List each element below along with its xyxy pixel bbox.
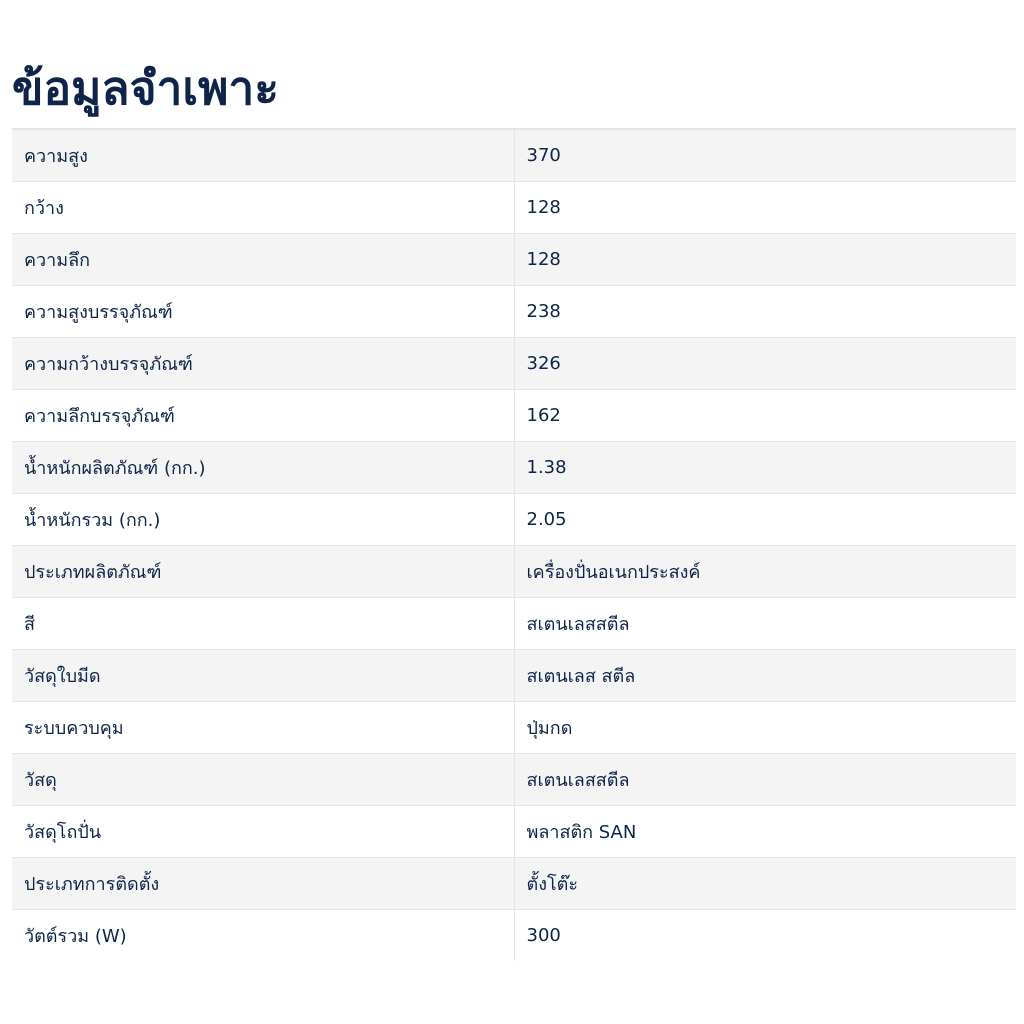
spec-value: ตั้งโต๊ะ	[514, 857, 1016, 909]
spec-value: สเตนเลส สตีล	[514, 649, 1016, 701]
table-row	[12, 857, 1016, 909]
table-row	[12, 545, 1016, 597]
table-row	[12, 649, 1016, 701]
spec-value: พลาสติก SAN	[514, 805, 1016, 857]
table-row	[12, 233, 1016, 285]
table-row	[12, 909, 1016, 961]
spec-label: ระบบควบคุม	[12, 701, 514, 753]
spec-value: 370	[514, 129, 1016, 181]
spec-value: เครื่องปั่นอเนกประสงค์	[514, 545, 1016, 597]
spec-value: สเตนเลสสตีล	[514, 597, 1016, 649]
spec-value: 162	[514, 389, 1016, 441]
spec-value: 300	[514, 909, 1016, 961]
spec-label: ความสูง	[12, 129, 514, 181]
spec-label: ประเภทการติดตั้ง	[12, 857, 514, 909]
spec-value: สเตนเลสสตีล	[514, 753, 1016, 805]
spec-value: 238	[514, 285, 1016, 337]
table-row	[12, 493, 1016, 545]
spec-label: ความกว้างบรรจุภัณฑ์	[12, 337, 514, 389]
table-row	[12, 441, 1016, 493]
spec-label: ความลึก	[12, 233, 514, 285]
table-row	[12, 337, 1016, 389]
spec-table	[12, 128, 1016, 961]
spec-value: 1.38	[514, 441, 1016, 493]
spec-value: ปุ่มกด	[514, 701, 1016, 753]
spec-label: ประเภทผลิตภัณฑ์	[12, 545, 514, 597]
table-row	[12, 129, 1016, 181]
spec-label: สี	[12, 597, 514, 649]
table-row	[12, 285, 1016, 337]
spec-label: กว้าง	[12, 181, 514, 233]
page-title: ข้อมูลจำเพาะ	[12, 61, 279, 115]
table-row	[12, 805, 1016, 857]
spec-value: 326	[514, 337, 1016, 389]
spec-label: วัสดุใบมีด	[12, 649, 514, 701]
spec-label: น้ำหนักผลิตภัณฑ์ (กก.)	[12, 441, 514, 493]
spec-label: วัสดุโถปั่น	[12, 805, 514, 857]
table-row	[12, 597, 1016, 649]
spec-label: ความลึกบรรจุภัณฑ์	[12, 389, 514, 441]
spec-value: 2.05	[514, 493, 1016, 545]
table-row	[12, 701, 1016, 753]
spec-value: 128	[514, 181, 1016, 233]
spec-label: วัสดุ	[12, 753, 514, 805]
spec-value: 128	[514, 233, 1016, 285]
table-row	[12, 389, 1016, 441]
spec-label: วัตต์รวม (W)	[12, 909, 514, 961]
spec-label: น้ำหนักรวม (กก.)	[12, 493, 514, 545]
spec-label: ความสูงบรรจุภัณฑ์	[12, 285, 514, 337]
table-row	[12, 753, 1016, 805]
table-row	[12, 181, 1016, 233]
